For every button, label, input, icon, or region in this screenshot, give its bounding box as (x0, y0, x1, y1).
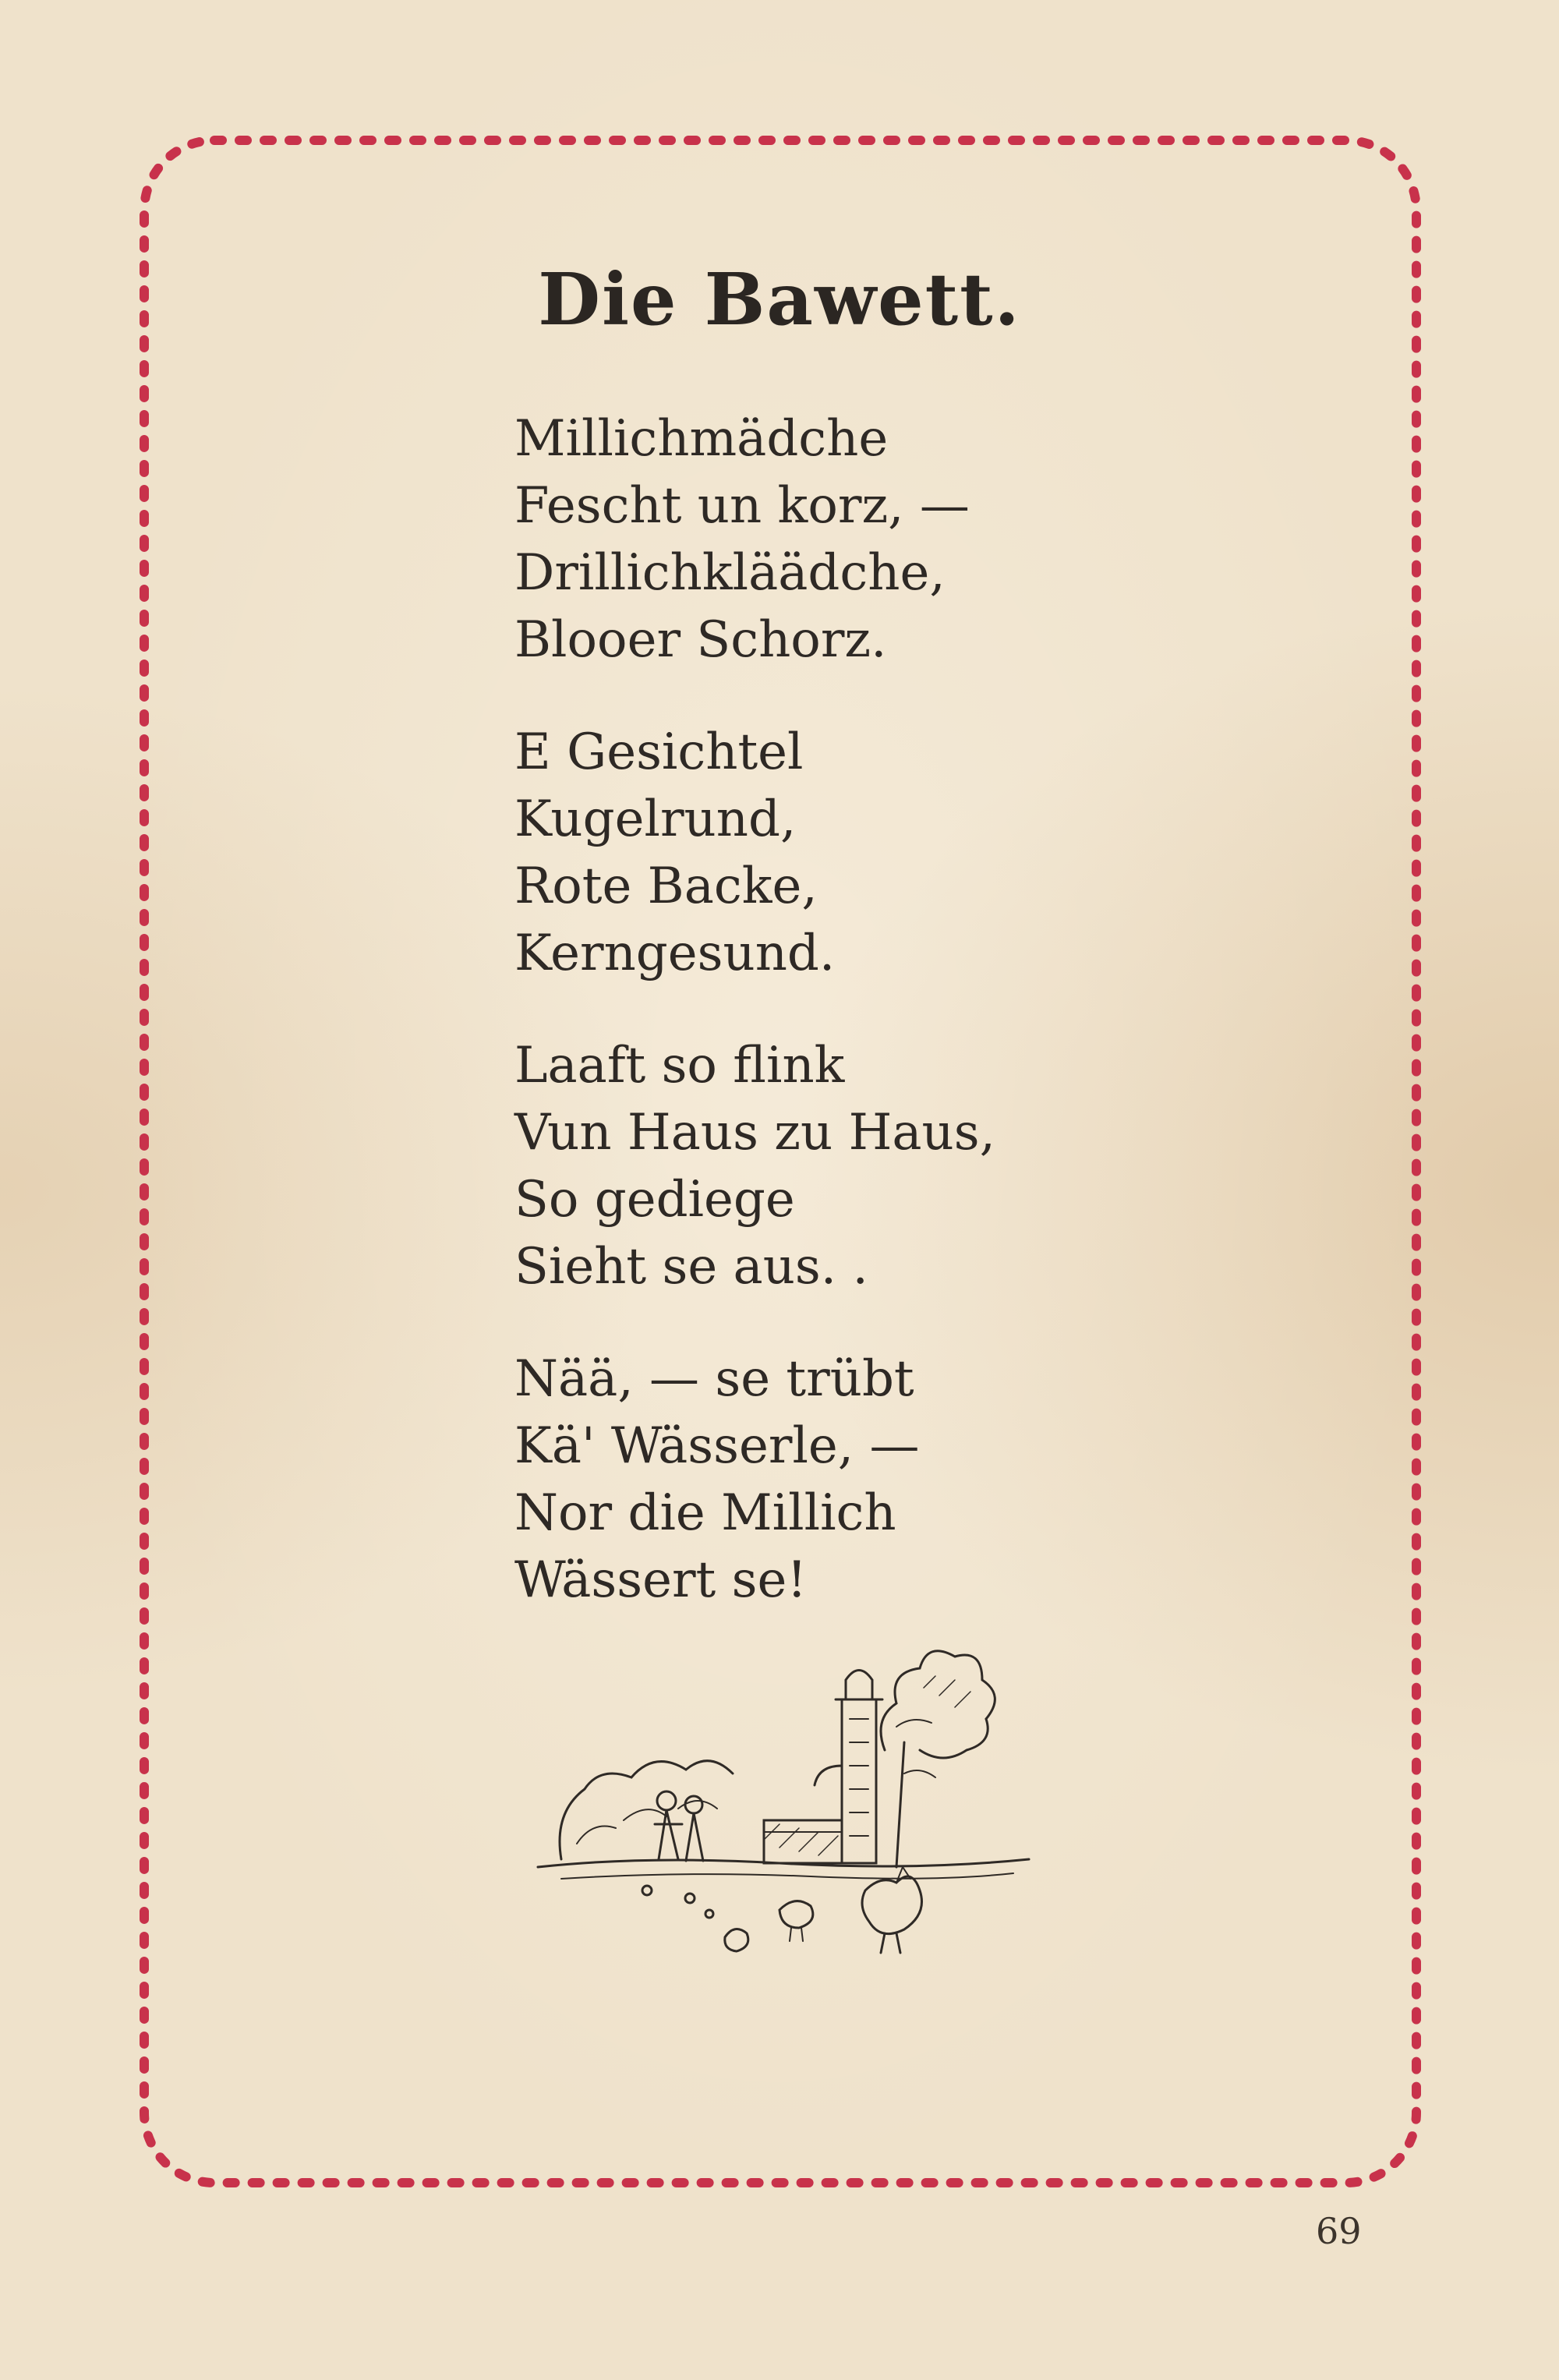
poem-line: Nor die Millich (514, 1484, 896, 1542)
poem-line: So gediege (514, 1171, 795, 1229)
well-vignette-illustration (530, 1633, 1037, 1992)
poem-line: Laaft so flink (514, 1037, 845, 1095)
stanza-1 (514, 405, 1216, 674)
stanza-3 (514, 1032, 1216, 1300)
poem-line: Drillichkläädche, (514, 544, 946, 602)
poem-line: Kerngesund. (514, 925, 836, 982)
stanza-4 (514, 1346, 1216, 1614)
page-number: 69 (1316, 2210, 1362, 2252)
poem-line: Kä' Wässerle, — (514, 1417, 920, 1475)
poem-line: Wässert se! (514, 1551, 808, 1609)
stanza-2 (514, 719, 1216, 987)
poem-line: Vun Haus zu Haus, (514, 1104, 995, 1162)
poem-line: Fescht un korz, — (514, 477, 970, 535)
poem-title: Die Bawett. (538, 257, 1021, 341)
poem-line: Kugelrund, (514, 790, 797, 848)
poem-line: E Gesichtel (514, 723, 804, 781)
poem-line: Sieht se aus. . (514, 1238, 868, 1296)
poem-line: Rote Backe, (514, 858, 818, 915)
poem-line: Nää, — se trübt (514, 1350, 914, 1408)
poem-body (514, 405, 1216, 1659)
poem-line: Millichmädche (514, 410, 889, 468)
poem-line: Blooer Schorz. (514, 611, 887, 669)
